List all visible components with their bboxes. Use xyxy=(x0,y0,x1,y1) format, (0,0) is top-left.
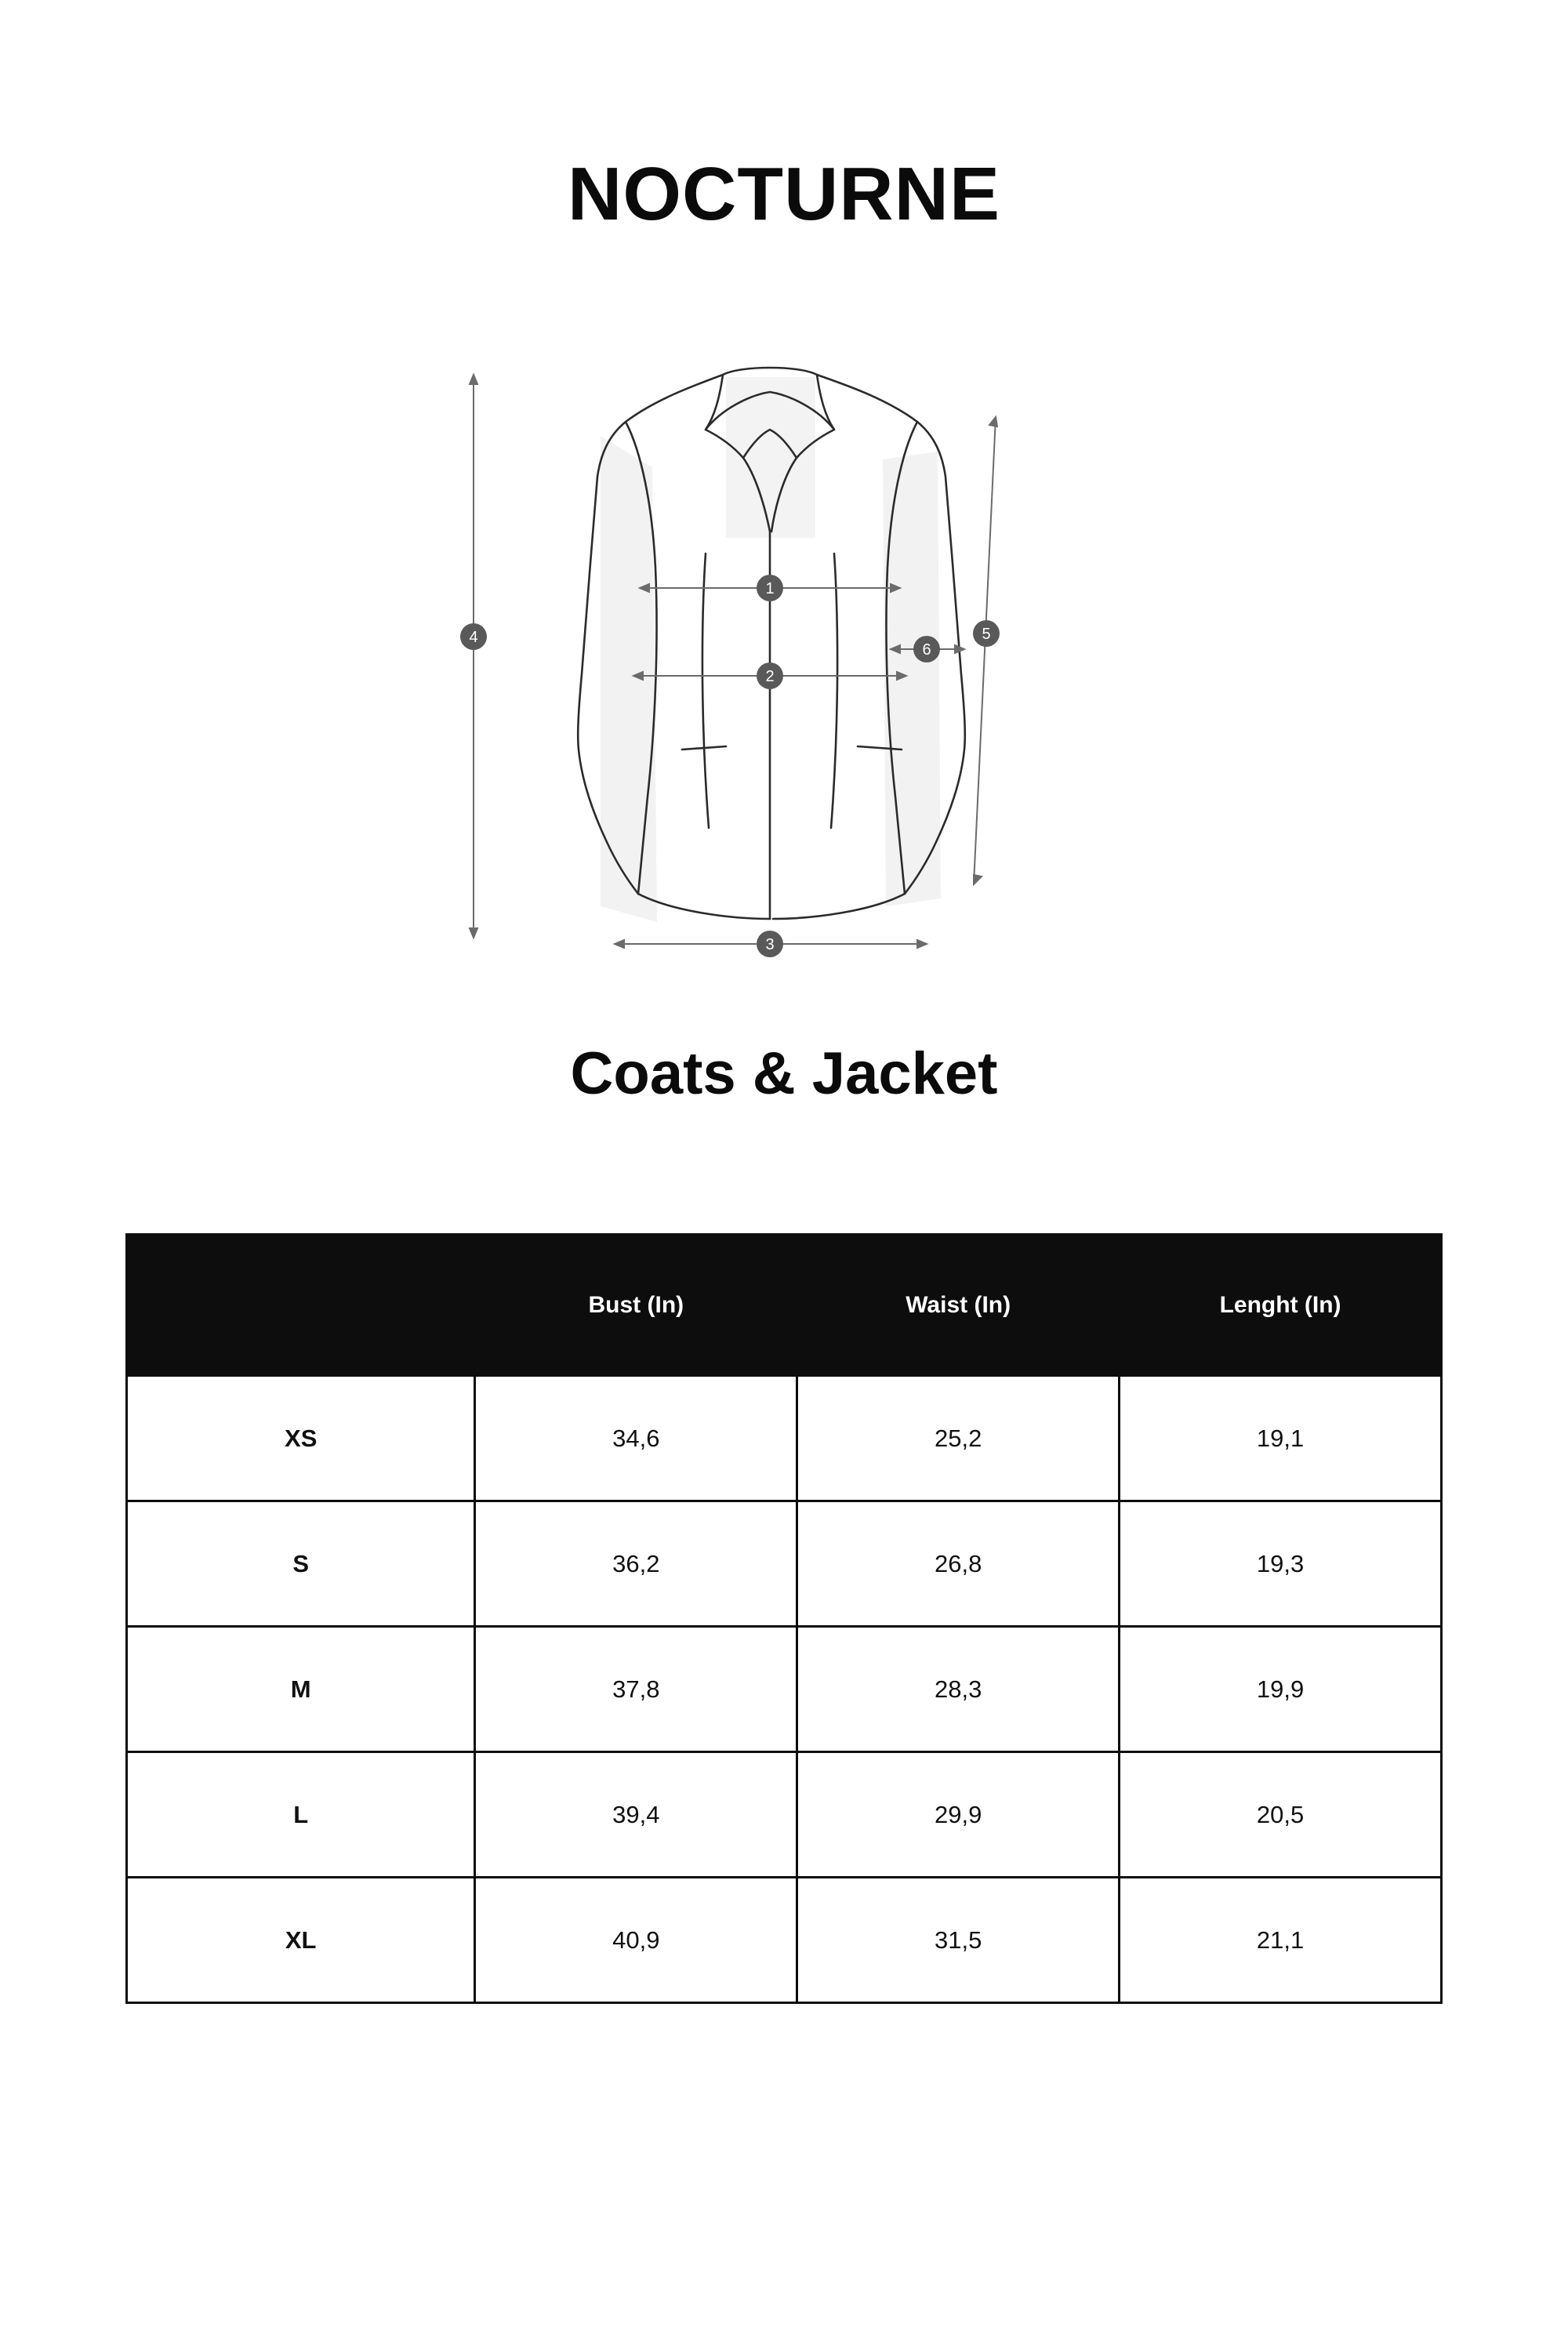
size-table xyxy=(125,1233,1443,2004)
marker-1 xyxy=(757,575,783,601)
marker-2 xyxy=(757,662,783,689)
jacket-diagram xyxy=(431,358,1137,985)
cell-bust: 34,6 xyxy=(475,1376,797,1501)
cell-length: 19,3 xyxy=(1120,1501,1442,1627)
marker-3 xyxy=(757,931,783,957)
table-row xyxy=(127,1878,1442,2003)
marker-5 xyxy=(973,620,1000,647)
cell-size: S xyxy=(127,1501,475,1627)
size-table-head xyxy=(127,1235,1442,1376)
cell-size: XL xyxy=(127,1878,475,2003)
marker-2-label: 2 xyxy=(765,668,775,685)
jacket-diagram-svg xyxy=(447,358,1121,985)
table-header-waist: Waist (In) xyxy=(797,1235,1120,1376)
cell-bust: 36,2 xyxy=(475,1501,797,1627)
cell-waist: 26,8 xyxy=(797,1501,1120,1627)
marker-6 xyxy=(913,636,940,662)
table-header-length: Lenght (In) xyxy=(1120,1235,1442,1376)
cell-length: 19,9 xyxy=(1120,1627,1442,1752)
marker-5-label: 5 xyxy=(982,626,991,643)
cell-length: 19,1 xyxy=(1120,1376,1442,1501)
marker-6-label: 6 xyxy=(922,641,931,659)
cell-waist: 31,5 xyxy=(797,1878,1120,2003)
size-table-wrapper xyxy=(125,1233,1443,2004)
section-title: Coats & Jacket xyxy=(570,1040,998,1107)
measure-line-length xyxy=(470,375,477,938)
table-row xyxy=(127,1752,1442,1878)
cell-waist: 28,3 xyxy=(797,1627,1120,1752)
cell-size: L xyxy=(127,1752,475,1878)
cell-waist: 29,9 xyxy=(797,1752,1120,1878)
marker-4 xyxy=(460,623,487,650)
cell-length: 21,1 xyxy=(1120,1878,1442,2003)
table-header-corner xyxy=(127,1235,475,1376)
measure-line-sleeve xyxy=(974,417,997,884)
cell-length: 20,5 xyxy=(1120,1752,1442,1878)
size-table-body xyxy=(127,1376,1442,2003)
cell-size: XS xyxy=(127,1376,475,1501)
cell-waist: 25,2 xyxy=(797,1376,1120,1501)
table-row xyxy=(127,1376,1442,1501)
marker-1-label: 1 xyxy=(765,580,775,597)
table-header-bust: Bust (In) xyxy=(475,1235,797,1376)
table-row xyxy=(127,1627,1442,1752)
marker-4-label: 4 xyxy=(469,629,478,646)
cell-size: M xyxy=(127,1627,475,1752)
table-header-row xyxy=(127,1235,1442,1376)
table-row xyxy=(127,1501,1442,1627)
cell-bust: 40,9 xyxy=(475,1878,797,2003)
brand-title: NOCTURNE xyxy=(568,152,1000,236)
cell-bust: 37,8 xyxy=(475,1627,797,1752)
marker-3-label: 3 xyxy=(765,936,775,953)
cell-bust: 39,4 xyxy=(475,1752,797,1878)
